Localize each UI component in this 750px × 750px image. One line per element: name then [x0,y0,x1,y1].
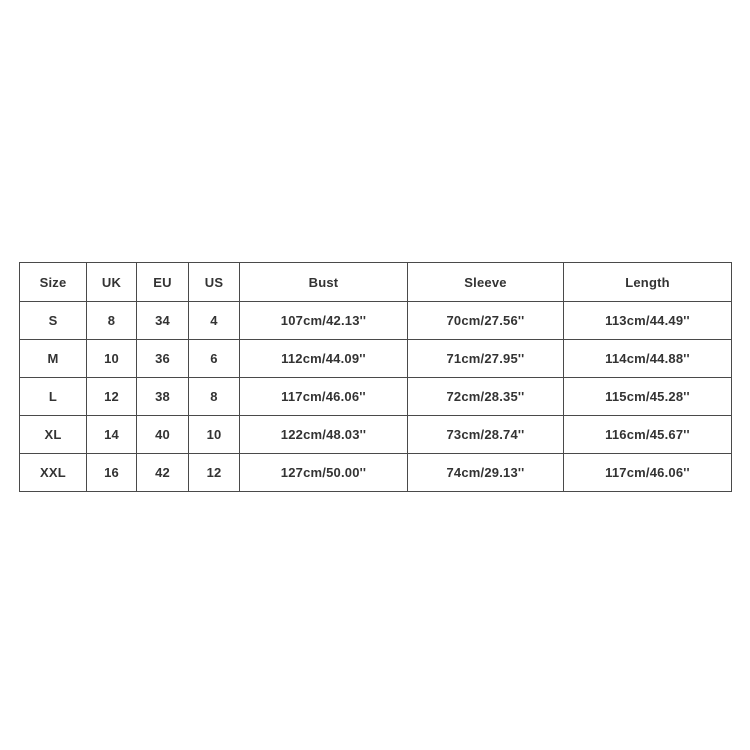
column-header-uk: UK [87,263,137,302]
cell-eu: 36 [137,340,189,378]
table-row-xl [20,416,732,454]
cell-bust: 122cm/48.03'' [240,416,408,454]
cell-uk: 16 [87,454,137,492]
cell-sleeve: 73cm/28.74'' [408,416,564,454]
size-chart-table [19,262,732,492]
cell-size: M [20,340,87,378]
cell-bust: 117cm/46.06'' [240,378,408,416]
cell-bust: 107cm/42.13'' [240,302,408,340]
cell-sleeve: 71cm/27.95'' [408,340,564,378]
cell-eu: 38 [137,378,189,416]
cell-sleeve: 70cm/27.56'' [408,302,564,340]
cell-uk: 12 [87,378,137,416]
cell-eu: 34 [137,302,189,340]
cell-size: S [20,302,87,340]
cell-eu: 40 [137,416,189,454]
cell-eu: 42 [137,454,189,492]
cell-us: 10 [189,416,240,454]
table-row-l [20,378,732,416]
cell-us: 12 [189,454,240,492]
cell-uk: 14 [87,416,137,454]
cell-size: XXL [20,454,87,492]
column-header-size: Size [20,263,87,302]
cell-bust: 127cm/50.00'' [240,454,408,492]
cell-length: 113cm/44.49'' [564,302,732,340]
cell-uk: 8 [87,302,137,340]
table-row-m [20,340,732,378]
column-header-length: Length [564,263,732,302]
column-header-eu: EU [137,263,189,302]
column-header-sleeve: Sleeve [408,263,564,302]
cell-length: 116cm/45.67'' [564,416,732,454]
table-row-s [20,302,732,340]
table-header-row [20,263,732,302]
cell-bust: 112cm/44.09'' [240,340,408,378]
column-header-us: US [189,263,240,302]
cell-us: 8 [189,378,240,416]
cell-length: 114cm/44.88'' [564,340,732,378]
cell-us: 4 [189,302,240,340]
column-header-bust: Bust [240,263,408,302]
cell-size: L [20,378,87,416]
cell-sleeve: 74cm/29.13'' [408,454,564,492]
cell-length: 117cm/46.06'' [564,454,732,492]
cell-size: XL [20,416,87,454]
cell-sleeve: 72cm/28.35'' [408,378,564,416]
cell-uk: 10 [87,340,137,378]
table-row-xxl [20,454,732,492]
cell-us: 6 [189,340,240,378]
cell-length: 115cm/45.28'' [564,378,732,416]
